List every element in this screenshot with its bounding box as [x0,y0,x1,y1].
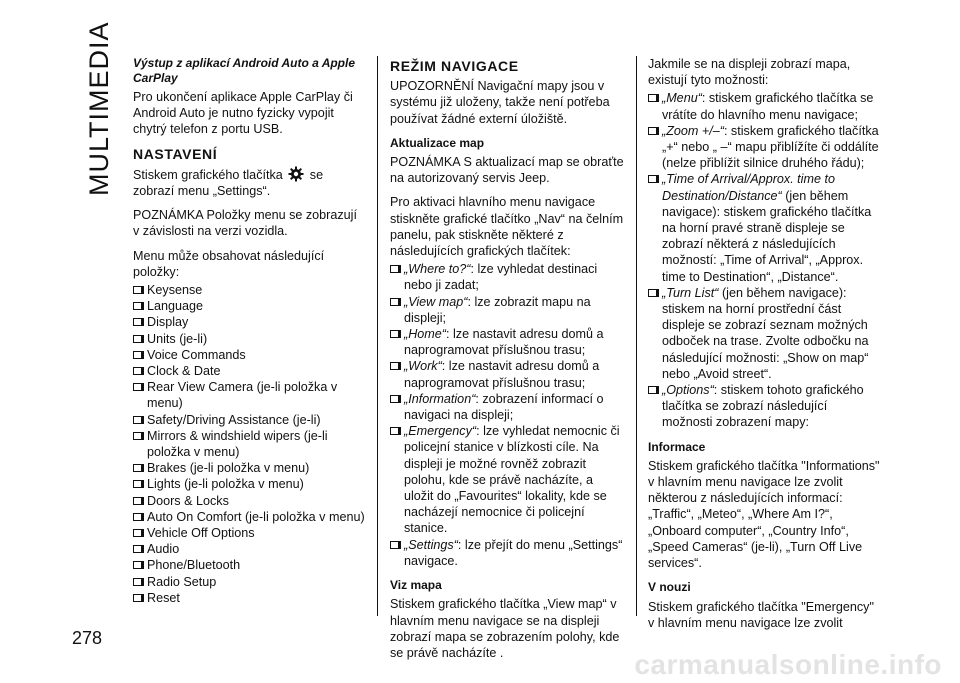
heading-map-update: Aktualizace map [390,135,485,150]
menu-list-item: Reset [133,590,365,606]
heading-settings: NASTAVENÍ [133,145,218,162]
bullet-icon [648,289,659,297]
bullet-icon [133,513,144,521]
watermark: carmanualsonline.info [634,649,942,680]
bullet-icon [133,335,144,343]
menu-list-item: Display [133,314,365,330]
bullet-icon [648,127,659,135]
subheading-exit: Výstup z aplikací Android Auto a Apple CarPlay [133,56,356,85]
menu-list-item: Radio Setup [133,574,365,590]
menu-items-list [133,282,365,606]
view-map-text: Stiskem grafického tlačítka „View map“ v hlavním menu navigace se na displeji zobrazí mapa se zobrazením polohy, kde se právě nacházíte . [390,597,620,660]
menu-list-item: Lights (je-li položka v menu) [133,476,365,492]
menu-list-item: Auto On Comfort (je-li položka v menu) [133,509,365,525]
warning: UPOZORNĚNÍ Navigační mapy jsou v systému již uloženy, takže není potřeba používat žádné externí úložiště. [390,79,610,126]
menu-list-item: Safety/Driving Assistance (je-li) [133,412,365,428]
bullet-icon [133,497,144,505]
bullet-icon [390,265,401,273]
map-options-list [648,90,880,430]
menu-intro: Menu může obsahovat následující položky: [133,248,325,279]
menu-list-item: Phone/Bluetooth [133,557,365,573]
list-item: „Menu“: stiskem grafického tlačítka se vrátíte do hlavního menu navigace; [648,90,880,122]
menu-list-item: Vehicle Off Options [133,525,365,541]
list-item: „Time of Arrival/Approx. time to Destination/Distance“ (jen během navigace): stiskem grafického tlačítka na horní pravé straně displeje se zobrazí některá z následujících možností: „Time of Arrival“, „Approx. time to Destination“, „Distance“. [648,171,880,284]
page-number: 278 [72,628,103,648]
bullet-icon [133,286,144,294]
list-item: „Home“: lze nastavit adresu domů a naprogramovat příslušnou trasu; [390,326,624,358]
menu-list-item: Units (je-li) [133,331,365,347]
heading-emergency: V nouzi [648,580,691,595]
heading-view-map: Viz mapa [390,578,442,593]
information-text: Stiskem grafického tlačítka "Informations" v hlavním menu navigace lze zvolit některou z následujících informací: „Traffic“, „Meteo“, „Where Am I?“, „Onboard computer“, „Country Info“, „Speed Cameras“ (je-li), „Turn Off Live services“. [648,458,880,571]
bullet-icon [133,464,144,472]
bullet-icon [390,362,401,370]
menu-list-item: Doors & Locks [133,493,365,509]
heading-navigation: REŽIM NAVIGACE [390,58,519,74]
bullet-icon [390,298,401,306]
section-title: MULTIMEDIA [84,21,114,196]
menu-list-item: Brakes (je-li položka v menu) [133,460,365,476]
list-item: „Emergency“: lze vyhledat nemocnic či policejní stanice v blízkosti cíle. Na displeji je možné rovněž zobrazit polohu, kde se právě nacházíte, a uložit do „Favourites“ lokality, kde se nacházejí nemocnice či policejní stanice. [390,423,624,536]
list-item: „Information“: zobrazení informací o navigaci na displeji; [390,391,624,423]
menu-list-item: Clock & Date [133,363,365,379]
bullet-icon [133,578,144,586]
bullet-icon [133,416,144,424]
list-item: „Settings“: lze přejít do menu „Settings“ navigace. [390,537,624,569]
list-item: „Options“: stiskem tohoto grafického tlačítka se zobrazí následující možnosti zobrazení mapy: [648,382,880,431]
bullet-icon [133,480,144,488]
activation-text: Pro aktivaci hlavního menu navigace stiskněte grafické tlačítko „Nav“ na čelním panelu, pak stiskněte některé z následujících grafických tlačítek: [390,195,624,259]
heading-information: Informace [648,439,706,454]
menu-list-item: Keysense [133,282,365,298]
settings-paragraph: Stiskem grafického tlačítka se zobrazí menu „Settings“. [133,167,324,199]
column-1 [133,56,365,606]
bullet-icon [133,302,144,310]
bullet-icon [133,351,144,359]
bullet-icon [390,395,401,403]
bullet-icon [133,432,144,440]
gear-icon [288,166,304,182]
column-2 [390,56,624,669]
menu-list-item: Mirrors & windshield wipers (je-li položka v menu) [133,428,365,460]
emergency-text: Stiskem grafického tlačítka "Emergency" v hlavním menu navigace lze zvolit [648,599,874,630]
bullet-icon [133,561,144,569]
bullet-icon [648,386,659,394]
list-item: „Work“: lze nastavit adresu domů a naprogramovat příslušnou trasu; [390,358,624,390]
bullet-icon [390,427,401,435]
bullet-icon [390,330,401,338]
list-item: „View map“: lze zobrazit mapu na displeji; [390,294,624,326]
bullet-icon [648,175,659,183]
column-divider [636,56,637,616]
column-divider [377,56,378,616]
map-options-intro: Jakmile se na displeji zobrazí mapa, existují tyto možnosti: [648,57,851,88]
list-item: „Turn List“ (jen během navigace): stiskem na horní prostřední část displeje se zobrazí seznam možných odboček na trase. Zvolte odbočku na následující možnosti: „Show on map“ nebo „Avoid street“. [648,285,880,382]
list-item: „Zoom +/–“: stiskem grafického tlačítka „+“ nebo „ –“ mapu přiblížíte či oddálíte (nelze přiblížit silnice druhého řádu); [648,123,880,172]
menu-list-item: Audio [133,541,365,557]
note: POZNÁMKA Položky menu se zobrazují v závislosti na verzi vozidla. [133,208,357,239]
menu-list-item: Rear View Camera (je-li položka v menu) [133,379,365,411]
column-3 [648,56,880,639]
list-item: „Where to?“: lze vyhledat destinaci nebo ji zadat; [390,261,624,293]
bullet-icon [648,94,659,102]
nav-items-list [390,261,624,569]
menu-list-item: Language [133,298,365,314]
bullet-icon [133,367,144,375]
bullet-icon [133,529,144,537]
bullet-icon [133,594,144,602]
bullet-icon [390,541,401,549]
bullet-icon [133,383,144,391]
bullet-icon [133,318,144,326]
bullet-icon [133,545,144,553]
menu-list-item: Voice Commands [133,347,365,363]
paragraph: Pro ukončení aplikace Apple CarPlay či Android Auto je nutno fyzicky vypojit chytrý telefon z portu USB. [133,90,353,137]
note: POZNÁMKA S aktualizací map se obraťte na autorizovaný servis Jeep. [390,155,624,186]
